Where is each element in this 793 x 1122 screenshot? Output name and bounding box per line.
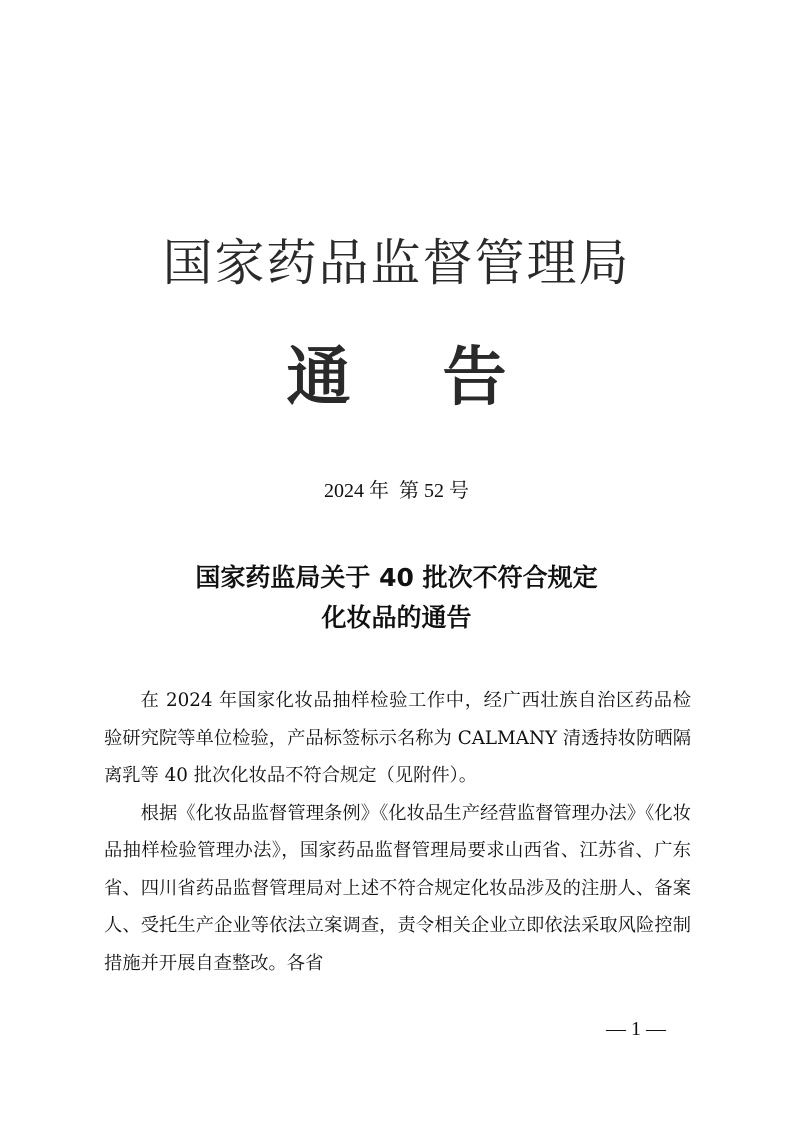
body-paragraph-2: 根据《化妆品监督管理条例》《化妆品生产经营监督管理办法》《化妆品抽样检验管理办法》，国家药品监督管理局要求山西省、江苏省、广东省、四川省药品监督管理局对上述不符合规定化妆品涉及的注册人、备案人、受托生产企业等依法立案调查，责令相关企业立即依法采取风险控制措施并开展自查整改。各省 bbox=[104, 802, 691, 974]
issuer-heading: 国家药品监督管理局 bbox=[162, 234, 631, 292]
page-number: — 1 — bbox=[606, 1018, 666, 1040]
document-type-char-2: 告 bbox=[442, 340, 507, 415]
notice-body bbox=[104, 682, 691, 982]
notice-title-line-1: 国家药监局关于 40 批次不符合规定 bbox=[195, 563, 598, 592]
document-serial: 第 52 号 bbox=[399, 480, 469, 502]
document-type-heading bbox=[0, 338, 793, 418]
notice-title-line-2: 化妆品的通告 bbox=[321, 603, 472, 632]
document-type-char-1: 通 bbox=[286, 340, 351, 415]
notice-title bbox=[0, 558, 793, 638]
document-year: 2024 年 bbox=[324, 480, 389, 502]
body-paragraph-1: 在 2024 年国家化妆品抽样检验工作中，经广西壮族自治区药品检验研究院等单位检验，产品标签标示名称为 CALMANY 清透持妆防晒隔离乳等 40 批次化妆品不符合规定（见附件）。 bbox=[104, 690, 691, 786]
document-number bbox=[0, 476, 793, 506]
